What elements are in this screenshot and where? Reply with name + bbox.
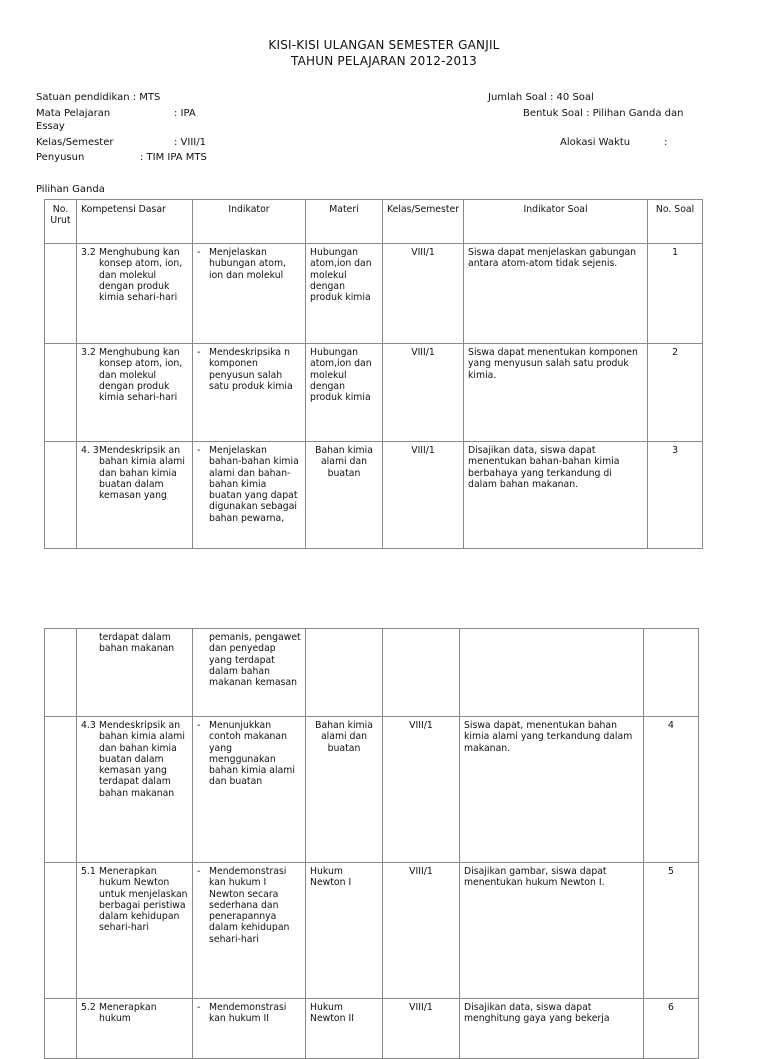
cell-no-urut <box>45 244 77 344</box>
kelas-text: VIII/1 <box>411 347 435 358</box>
kd-text: Mendeskripsik an bahan kimia alami dan bahan kimia buatan dalam kemasan yang terdapat dalam bahan makanan <box>99 720 185 799</box>
kd-number: 5.2 <box>81 1002 96 1013</box>
indikator-text: pemanis, pengawet dan penyedap yang terdapat dalam bahan makanan kemasan <box>209 632 301 689</box>
indikator-soal-text: Disajikan data, siswa dapat menentukan bahan-bahan kimia berbahaya yang terkandung di dalam bahan makanan. <box>468 445 620 490</box>
kelas-text: VIII/1 <box>411 247 435 258</box>
kd-number: 5.1 <box>81 866 96 877</box>
cell-kelas-semester <box>383 442 464 549</box>
materi-text: Bahan kimia alami dan buatan <box>315 720 373 754</box>
kelas-text: VIII/1 <box>409 720 433 731</box>
table-row <box>45 629 699 717</box>
cell-no-soal <box>648 244 703 344</box>
kd-number: 3.2 <box>81 347 96 358</box>
indikator-dash: - <box>197 247 201 258</box>
cell-no-urut <box>45 999 77 1059</box>
no-soal-text: 2 <box>672 347 678 358</box>
kelas-semester-label: Kelas/Semester <box>36 137 114 148</box>
cell-kelas-semester <box>383 863 460 999</box>
kd-text: Mendeskripsik an bahan kimia alami dan bahan kimia buatan dalam kemasan yang <box>99 445 185 502</box>
no-soal-text: 5 <box>668 866 674 877</box>
no-soal-text: 3 <box>672 445 678 456</box>
cell-kompetensi-dasar <box>77 629 193 717</box>
no-soal-text: 4 <box>668 720 674 731</box>
document-title: KISI-KISI ULANGAN SEMESTER GANJIL <box>268 38 500 52</box>
indikator-dash: - <box>197 347 201 358</box>
cell-no-urut <box>45 717 77 863</box>
materi-text: Bahan kimia alami dan buatan <box>315 445 373 479</box>
materi-text: Hubungan atom,ion dan molekul dengan produk kimia <box>310 347 372 404</box>
cell-indikator-soal <box>460 717 644 863</box>
cell-kelas-semester <box>383 629 460 717</box>
indikator-soal-text: Siswa dapat menjelaskan gabungan antara atom-atom tidak sejenis. <box>468 247 637 270</box>
cell-kompetensi-dasar <box>77 344 193 442</box>
kd-number: 4. 3 <box>81 445 99 456</box>
table-row <box>45 999 699 1059</box>
jumlah-soal: Jumlah Soal : 40 Soal <box>488 92 594 103</box>
cell-no-soal <box>644 629 699 717</box>
mata-pelajaran-value: : IPA <box>174 108 196 119</box>
indikator-dash: - <box>197 720 201 731</box>
cell-kelas-semester <box>383 344 464 442</box>
cell-no-urut <box>45 863 77 999</box>
cell-kompetensi-dasar <box>77 442 193 549</box>
bentuk-soal: Bentuk Soal : Pilihan Ganda dan <box>523 108 684 119</box>
indikator-dash: - <box>197 866 201 877</box>
indikator-dash <box>197 632 203 688</box>
indikator-text: Mendemonstrasi kan hukum I Newton secara sederhana dan penerapannya dalam kehidupan sehari-hari <box>209 866 290 945</box>
cell-kompetensi-dasar <box>77 999 193 1059</box>
mata-pelajaran-label: Mata Pelajaran <box>36 108 111 119</box>
cell-indikator <box>193 717 306 863</box>
cell-kelas-semester <box>383 244 464 344</box>
bentuk-soal-continuation: Essay <box>36 121 65 132</box>
cell-indikator-soal <box>460 999 644 1059</box>
cell-indikator-soal <box>460 863 644 999</box>
kd-number: 3.2 <box>81 247 96 258</box>
table-row <box>45 442 703 549</box>
cell-indikator-soal <box>464 442 648 549</box>
table-row <box>45 863 699 999</box>
kd-text: terdapat dalam bahan makanan <box>99 632 175 655</box>
cell-indikator-soal <box>460 629 644 717</box>
kd-number: 4.3 <box>81 720 96 731</box>
cell-materi <box>306 442 383 549</box>
col-no-soal: No. Soal <box>648 200 703 244</box>
materi-text: Hukum Newton I <box>310 866 352 889</box>
table-row <box>45 717 699 863</box>
document-subtitle: TAHUN PELAJARAN 2012-2013 <box>291 54 477 68</box>
col-materi: Materi <box>306 200 383 244</box>
cell-indikator <box>193 244 306 344</box>
indikator-soal-text: Disajikan gambar, siswa dapat menentukan hukum Newton I. <box>464 866 607 889</box>
indikator-soal-text: Disajikan data, siswa dapat menghitung gaya yang bekerja <box>464 1002 610 1025</box>
cell-materi <box>306 863 383 999</box>
col-indikator: Indikator <box>193 200 306 244</box>
indikator-text: Menunjukkan contoh makanan yang menggunakan bahan kimia alami dan buatan <box>209 720 295 788</box>
materi-text: Hukum Newton II <box>310 1002 354 1025</box>
penyusun-value: : TIM IPA MTS <box>140 152 207 163</box>
cell-kelas-semester <box>383 999 460 1059</box>
table-header-row <box>45 200 703 244</box>
kisi-table-page2 <box>44 628 699 1059</box>
cell-kompetensi-dasar <box>77 863 193 999</box>
cell-indikator-soal <box>464 244 648 344</box>
indikator-text: Menjelaskan bahan-bahan kimia alami dan bahan-bahan kimia buatan yang dapat digunakan sebagai bahan pewarna, <box>209 445 299 524</box>
no-soal-text: 6 <box>668 1002 674 1013</box>
col-kompetensi-dasar: Kompetensi Dasar <box>77 200 193 244</box>
cell-kompetensi-dasar <box>77 717 193 863</box>
indikator-text: Mendemonstrasi kan hukum II <box>209 1002 287 1025</box>
no-soal-text: 1 <box>672 247 678 258</box>
section-pilihan-ganda: Pilihan Ganda <box>36 184 105 195</box>
indikator-dash: - <box>197 1002 201 1013</box>
cell-materi <box>306 717 383 863</box>
cell-no-urut <box>45 629 77 717</box>
cell-kelas-semester <box>383 717 460 863</box>
cell-indikator <box>193 344 306 442</box>
kd-text: Menghubung kan konsep atom, ion, dan molekul dengan produk kimia sehari-hari <box>99 347 183 404</box>
col-indikator-soal: Indikator Soal <box>464 200 648 244</box>
indikator-soal-text: Siswa dapat menentukan komponen yang menyusun salah satu produk kimia. <box>468 347 638 381</box>
alokasi-waktu-value: : <box>664 137 668 148</box>
cell-indikator-soal <box>464 344 648 442</box>
indikator-dash: - <box>197 445 201 456</box>
cell-no-soal <box>648 442 703 549</box>
indikator-soal-text: Siswa dapat, menentukan bahan kimia alami yang terkandung dalam makanan. <box>464 720 633 754</box>
kelas-semester-value: : VIII/1 <box>174 137 206 148</box>
col-no-urut: No. Urut <box>45 200 77 244</box>
cell-materi <box>306 344 383 442</box>
penyusun-label: Penyusun <box>36 152 85 163</box>
cell-no-soal <box>648 344 703 442</box>
cell-no-soal <box>644 863 699 999</box>
kd-text: Menerapkan hukum <box>99 1002 157 1025</box>
cell-indikator <box>193 629 306 717</box>
cell-materi <box>306 629 383 717</box>
satuan-pendidikan: Satuan pendidikan : MTS <box>36 92 161 103</box>
col-kelas-semester: Kelas/Semester <box>383 200 464 244</box>
cell-materi <box>306 999 383 1059</box>
cell-indikator <box>193 999 306 1059</box>
kd-text: Menghubung kan konsep atom, ion, dan molekul dengan produk kimia sehari-hari <box>99 247 183 304</box>
cell-no-urut <box>45 442 77 549</box>
kisi-table-page1 <box>44 199 703 549</box>
table-row <box>45 344 703 442</box>
cell-indikator <box>193 442 306 549</box>
kelas-text: VIII/1 <box>409 866 433 877</box>
cell-kompetensi-dasar <box>77 244 193 344</box>
cell-no-soal <box>644 717 699 863</box>
cell-no-soal <box>644 999 699 1059</box>
table-row <box>45 244 703 344</box>
alokasi-waktu-label: Alokasi Waktu <box>560 137 631 148</box>
kelas-text: VIII/1 <box>411 445 435 456</box>
indikator-text: Mendeskripsika n komponen penyusun salah satu produk kimia <box>209 347 293 392</box>
kd-text: Menerapkan hukum Newton untuk menjelaskan berbagai peristiwa dalam kehidupan sehari-hari <box>99 866 188 934</box>
cell-materi <box>306 244 383 344</box>
cell-indikator <box>193 863 306 999</box>
indikator-text: Menjelaskan hubungan atom, ion dan molekul <box>209 247 286 281</box>
kelas-text: VIII/1 <box>409 1002 433 1013</box>
materi-text: Hubungan atom,ion dan molekul dengan produk kimia <box>310 247 372 304</box>
cell-no-urut <box>45 344 77 442</box>
